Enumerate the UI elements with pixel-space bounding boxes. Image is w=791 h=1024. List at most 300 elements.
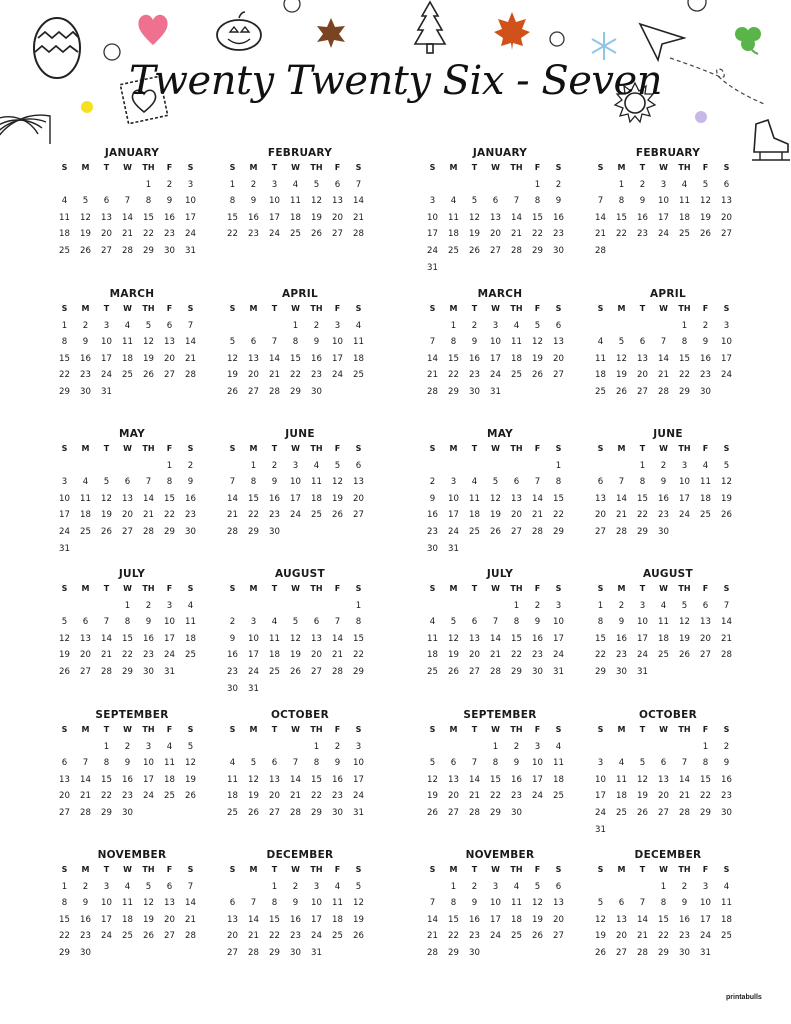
day-number: 2 <box>618 600 625 611</box>
day-number: 27 <box>227 947 238 958</box>
day-number: 22 <box>227 229 238 240</box>
day-number: 8 <box>166 477 173 488</box>
day-number: 30 <box>269 526 280 537</box>
day-number: 25 <box>553 791 564 802</box>
day-number: 11 <box>658 617 669 628</box>
day-number: 31 <box>185 245 196 256</box>
weekday-header: S <box>187 584 194 593</box>
day-number: 21 <box>595 229 606 240</box>
empty-cell <box>422 598 443 615</box>
month-march-2026 <box>48 287 216 401</box>
day-number: 26 <box>469 245 480 256</box>
day-number: 24 <box>143 791 154 802</box>
day-number: 18 <box>185 633 196 644</box>
day-number: 9 <box>660 477 667 488</box>
day-number: 14 <box>490 633 501 644</box>
weekday-header: W <box>659 865 668 874</box>
day-number: 4 <box>313 460 320 471</box>
day-number: 16 <box>637 212 648 223</box>
day-number: 14 <box>637 914 648 925</box>
day-number: 28 <box>427 947 438 958</box>
day-number: 6 <box>166 320 173 331</box>
day-number: 8 <box>702 758 709 769</box>
day-number: 21 <box>637 931 648 942</box>
day-number: 16 <box>185 493 196 504</box>
day-number: 24 <box>490 370 501 381</box>
day-number: 28 <box>185 370 196 381</box>
day-number: 20 <box>164 914 175 925</box>
day-number: 17 <box>59 510 70 521</box>
day-number: 20 <box>553 353 564 364</box>
day-number: 8 <box>450 337 457 348</box>
day-grid <box>54 160 216 260</box>
day-number: 26 <box>616 386 627 397</box>
day-number: 7 <box>681 758 688 769</box>
day-number: 1 <box>513 600 520 611</box>
day-number: 3 <box>166 600 173 611</box>
day-number: 9 <box>534 617 541 628</box>
day-number: 3 <box>145 741 152 752</box>
day-number: 12 <box>353 898 364 909</box>
day-number: 16 <box>290 914 301 925</box>
empty-cell <box>264 318 285 335</box>
weekday-header: W <box>659 444 668 453</box>
day-number: 20 <box>616 931 627 942</box>
weekday-header: TH <box>678 304 691 313</box>
day-number: 7 <box>229 477 236 488</box>
day-number: 8 <box>61 337 68 348</box>
day-number: 4 <box>229 758 236 769</box>
day-number: 11 <box>448 212 459 223</box>
day-number: 13 <box>248 353 259 364</box>
weekday-header: S <box>61 163 68 172</box>
month-name: JULY <box>118 568 146 580</box>
day-number: 23 <box>122 791 133 802</box>
day-number: 12 <box>637 774 648 785</box>
day-number: 16 <box>164 212 175 223</box>
day-number: 9 <box>313 337 320 348</box>
day-number: 11 <box>616 774 627 785</box>
empty-cell <box>54 739 75 756</box>
day-number: 3 <box>723 320 730 331</box>
day-number: 26 <box>185 791 196 802</box>
day-number: 26 <box>143 931 154 942</box>
day-number: 6 <box>513 477 520 488</box>
day-number: 18 <box>511 353 522 364</box>
weekday-header: F <box>334 304 341 313</box>
day-number: 13 <box>721 196 732 207</box>
day-number: 12 <box>721 477 732 488</box>
weekday-header: S <box>723 163 730 172</box>
empty-cell <box>54 598 75 615</box>
day-number: 5 <box>681 600 688 611</box>
day-grid <box>222 862 384 962</box>
day-number: 5 <box>471 196 478 207</box>
weekday-header: F <box>334 725 341 734</box>
day-number: 7 <box>492 617 499 628</box>
weekday-header: W <box>123 865 132 874</box>
heart-icon <box>136 11 170 47</box>
day-number: 1 <box>145 179 152 190</box>
weekday-header: S <box>355 163 362 172</box>
weekday-header: TH <box>310 163 323 172</box>
day-number: 13 <box>658 774 669 785</box>
day-number: 23 <box>332 791 343 802</box>
day-number: 23 <box>80 931 91 942</box>
day-number: 22 <box>353 650 364 661</box>
day-number: 14 <box>227 493 238 504</box>
day-number: 8 <box>271 898 278 909</box>
weekday-header: S <box>429 865 436 874</box>
weekday-header: M <box>617 163 626 172</box>
day-number: 25 <box>269 666 280 677</box>
day-number: 18 <box>616 791 627 802</box>
day-number: 25 <box>164 791 175 802</box>
empty-cell <box>464 598 485 615</box>
day-number: 12 <box>80 212 91 223</box>
month-name: APRIL <box>281 288 318 300</box>
day-number: 20 <box>311 650 322 661</box>
weekday-header: T <box>271 163 278 172</box>
weekday-header: S <box>723 444 730 453</box>
day-number: 12 <box>101 493 112 504</box>
day-number: 4 <box>61 196 68 207</box>
empty-cell <box>443 739 464 756</box>
day-number: 15 <box>311 774 322 785</box>
day-number: 19 <box>227 370 238 381</box>
day-number: 17 <box>269 212 280 223</box>
day-grid <box>54 441 216 557</box>
day-number: 27 <box>553 370 564 381</box>
day-number: 20 <box>553 914 564 925</box>
day-number: 12 <box>532 337 543 348</box>
day-number: 8 <box>250 477 257 488</box>
day-number: 31 <box>637 666 648 677</box>
day-number: 31 <box>700 947 711 958</box>
empty-cell <box>222 458 243 475</box>
day-number: 4 <box>187 600 194 611</box>
clover-icon <box>730 22 766 56</box>
day-number: 17 <box>427 229 438 240</box>
day-number: 16 <box>700 353 711 364</box>
weekday-header: S <box>555 865 562 874</box>
day-number: 29 <box>353 666 364 677</box>
day-number: 3 <box>292 460 299 471</box>
weekday-header: W <box>291 865 300 874</box>
weekday-header: W <box>123 725 132 734</box>
empty-cell <box>96 598 117 615</box>
day-number: 9 <box>618 617 625 628</box>
day-number: 11 <box>595 353 606 364</box>
day-number: 8 <box>103 758 110 769</box>
day-grid <box>422 581 584 681</box>
empty-cell <box>422 739 443 756</box>
day-number: 16 <box>143 633 154 644</box>
day-number: 15 <box>353 633 364 644</box>
day-number: 10 <box>101 898 112 909</box>
day-number: 19 <box>490 510 501 521</box>
day-number: 17 <box>248 650 259 661</box>
day-number: 2 <box>82 320 89 331</box>
day-number: 15 <box>532 212 543 223</box>
day-number: 18 <box>679 212 690 223</box>
purple-dot-icon <box>694 110 708 124</box>
month-name: MARCH <box>477 288 523 300</box>
day-number: 13 <box>101 212 112 223</box>
day-number: 29 <box>248 526 259 537</box>
day-number: 12 <box>185 758 196 769</box>
month-name: SEPTEMBER <box>463 709 537 721</box>
day-number: 2 <box>723 741 730 752</box>
day-number: 6 <box>250 337 257 348</box>
day-number: 8 <box>292 337 299 348</box>
empty-cell <box>611 739 632 756</box>
day-number: 25 <box>227 807 238 818</box>
day-number: 18 <box>469 510 480 521</box>
day-number: 10 <box>101 337 112 348</box>
weekday-header: T <box>639 584 646 593</box>
day-number: 28 <box>332 666 343 677</box>
day-number: 17 <box>290 493 301 504</box>
weekday-header: M <box>249 444 258 453</box>
day-number: 17 <box>101 914 112 925</box>
day-number: 5 <box>229 337 236 348</box>
weekday-header: TH <box>678 444 691 453</box>
weekday-header: TH <box>510 584 523 593</box>
day-number: 18 <box>595 370 606 381</box>
day-number: 9 <box>471 898 478 909</box>
day-number: 12 <box>311 196 322 207</box>
day-number: 23 <box>290 931 301 942</box>
day-grid <box>590 722 752 838</box>
weekday-header: F <box>166 865 173 874</box>
day-number: 24 <box>185 229 196 240</box>
day-grid <box>422 160 584 276</box>
weekday-header: F <box>702 725 709 734</box>
day-number: 23 <box>80 370 91 381</box>
weekday-header: F <box>166 725 173 734</box>
day-number: 12 <box>595 914 606 925</box>
day-number: 27 <box>353 510 364 521</box>
day-number: 30 <box>427 543 438 554</box>
day-number: 31 <box>59 543 70 554</box>
day-number: 1 <box>313 741 320 752</box>
empty-cell <box>285 598 306 615</box>
weekday-header: S <box>597 725 604 734</box>
day-number: 1 <box>124 600 131 611</box>
day-number: 12 <box>248 774 259 785</box>
day-number: 15 <box>637 493 648 504</box>
weekday-header: F <box>702 865 709 874</box>
day-number: 5 <box>618 337 625 348</box>
day-number: 10 <box>353 758 364 769</box>
day-number: 19 <box>143 353 154 364</box>
day-number: 29 <box>269 947 280 958</box>
empty-cell <box>54 177 75 194</box>
weekday-header: M <box>249 304 258 313</box>
day-number: 16 <box>427 510 438 521</box>
day-number: 18 <box>59 229 70 240</box>
empty-cell <box>75 598 96 615</box>
month-october-2027 <box>584 708 752 838</box>
day-number: 15 <box>658 914 669 925</box>
day-number: 18 <box>332 914 343 925</box>
day-number: 26 <box>227 386 238 397</box>
day-number: 17 <box>700 914 711 925</box>
day-number: 23 <box>637 229 648 240</box>
day-number: 20 <box>332 212 343 223</box>
month-july-2026 <box>48 567 216 681</box>
day-number: 13 <box>637 353 648 364</box>
day-number: 23 <box>532 650 543 661</box>
day-grid <box>590 581 752 681</box>
day-number: 30 <box>164 245 175 256</box>
day-number: 24 <box>427 245 438 256</box>
day-number: 16 <box>679 914 690 925</box>
day-number: 10 <box>311 898 322 909</box>
weekday-header: S <box>597 163 604 172</box>
empty-cell <box>243 318 264 335</box>
day-number: 9 <box>334 758 341 769</box>
weekday-header: W <box>659 304 668 313</box>
day-number: 12 <box>332 477 343 488</box>
day-number: 5 <box>492 477 499 488</box>
day-number: 1 <box>639 460 646 471</box>
day-number: 21 <box>427 931 438 942</box>
month-name: MAY <box>118 428 146 440</box>
day-number: 29 <box>59 947 70 958</box>
weekday-header: TH <box>510 865 523 874</box>
month-name: APRIL <box>649 288 686 300</box>
weekday-header: W <box>291 725 300 734</box>
empty-cell <box>422 177 443 194</box>
day-number: 4 <box>513 881 520 892</box>
day-number: 3 <box>597 758 604 769</box>
day-number: 10 <box>248 633 259 644</box>
day-number: 6 <box>618 898 625 909</box>
day-number: 3 <box>639 600 646 611</box>
day-number: 9 <box>82 337 89 348</box>
day-number: 7 <box>429 337 436 348</box>
weekday-header: S <box>723 584 730 593</box>
day-number: 13 <box>80 633 91 644</box>
day-number: 2 <box>534 600 541 611</box>
weekday-header: T <box>471 584 478 593</box>
day-number: 30 <box>332 807 343 818</box>
month-name: FEBRUARY <box>635 147 701 159</box>
day-number: 17 <box>637 633 648 644</box>
weekday-header: M <box>617 304 626 313</box>
day-number: 8 <box>450 898 457 909</box>
day-number: 22 <box>101 791 112 802</box>
ice-skate-icon <box>746 118 791 164</box>
day-number: 29 <box>101 807 112 818</box>
month-name: AUGUST <box>643 568 693 580</box>
weekday-header: W <box>291 304 300 313</box>
day-number: 15 <box>700 774 711 785</box>
day-number: 22 <box>448 370 459 381</box>
month-name: JULY <box>486 568 514 580</box>
day-number: 29 <box>448 947 459 958</box>
empty-cell <box>243 598 264 615</box>
day-number: 29 <box>164 526 175 537</box>
weekday-header: TH <box>142 444 155 453</box>
day-number: 6 <box>471 617 478 628</box>
weekday-header: F <box>334 163 341 172</box>
day-number: 14 <box>185 898 196 909</box>
weekday-header: M <box>617 865 626 874</box>
day-number: 21 <box>511 229 522 240</box>
day-number: 18 <box>553 774 564 785</box>
day-number: 30 <box>290 947 301 958</box>
day-number: 5 <box>313 179 320 190</box>
month-july-2027 <box>416 567 584 681</box>
day-number: 30 <box>511 807 522 818</box>
weekday-header: T <box>471 725 478 734</box>
empty-cell <box>464 458 485 475</box>
day-grid <box>54 581 216 681</box>
weekday-header: F <box>534 865 541 874</box>
day-number: 5 <box>103 477 110 488</box>
day-number: 22 <box>616 229 627 240</box>
day-number: 7 <box>534 477 541 488</box>
day-number: 1 <box>450 881 457 892</box>
day-number: 8 <box>660 898 667 909</box>
day-number: 24 <box>595 807 606 818</box>
day-number: 29 <box>595 666 606 677</box>
day-number: 7 <box>124 196 131 207</box>
day-number: 21 <box>532 510 543 521</box>
day-number: 26 <box>80 245 91 256</box>
day-number: 28 <box>616 526 627 537</box>
day-number: 13 <box>700 617 711 628</box>
day-number: 5 <box>292 617 299 628</box>
day-number: 24 <box>101 370 112 381</box>
weekday-header: S <box>355 304 362 313</box>
day-number: 8 <box>355 617 362 628</box>
day-number: 14 <box>511 212 522 223</box>
day-number: 11 <box>227 774 238 785</box>
day-number: 10 <box>658 196 669 207</box>
day-number: 29 <box>311 807 322 818</box>
day-number: 12 <box>700 196 711 207</box>
day-number: 9 <box>702 337 709 348</box>
day-number: 22 <box>595 650 606 661</box>
empty-cell <box>96 177 117 194</box>
day-number: 15 <box>164 493 175 504</box>
day-number: 4 <box>124 881 131 892</box>
day-number: 6 <box>492 196 499 207</box>
day-grid <box>590 301 752 401</box>
day-number: 5 <box>534 320 541 331</box>
day-number: 11 <box>679 196 690 207</box>
day-number: 19 <box>616 370 627 381</box>
day-number: 10 <box>59 493 70 504</box>
day-number: 23 <box>511 791 522 802</box>
day-number: 4 <box>166 741 173 752</box>
day-number: 31 <box>427 262 438 273</box>
day-number: 15 <box>553 493 564 504</box>
weekday-header: T <box>639 163 646 172</box>
day-number: 30 <box>311 386 322 397</box>
weekday-header: T <box>271 865 278 874</box>
day-number: 15 <box>248 493 259 504</box>
empty-cell <box>653 739 674 756</box>
day-number: 14 <box>290 774 301 785</box>
weekday-header: S <box>229 584 236 593</box>
day-number: 16 <box>80 914 91 925</box>
day-number: 19 <box>59 650 70 661</box>
